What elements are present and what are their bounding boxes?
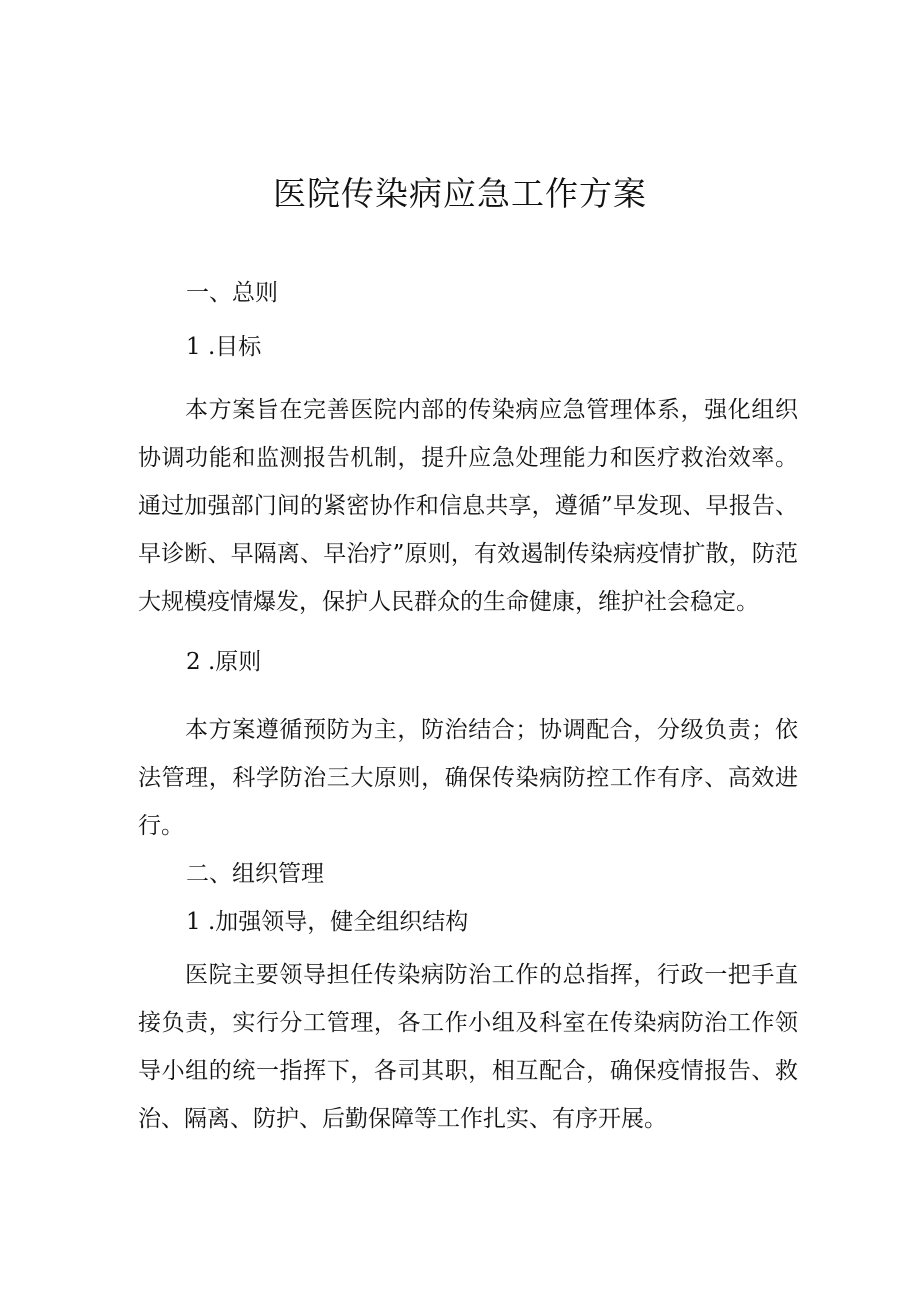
section-heading-organization: 二、组织管理 — [186, 861, 324, 887]
subsection-heading-principles: 2 .原则 — [186, 649, 262, 675]
paragraph-goal: 本方案旨在完善医院内部的传染病应急管理体系，强化组织协调功能和监测报告机制，提升应急处理能力和医疗救治效率。通过加强部门间的紧密协作和信息共享，遵循”早发现、早报告、早诊断、早隔离、早治疗”原则，有效遏制传染病疫情扩散，防范大规模疫情爆发，保护人民群众的生命健康，维护社会稳定。 — [138, 397, 798, 615]
document-title: 医院传染病应急工作方案 — [273, 174, 647, 213]
paragraph-leadership: 医院主要领导担任传染病防治工作的总指挥，行政一把手直接负责，实行分工管理，各工作小组及科室在传染病防治工作领导小组的统一指挥下，各司其职，相互配合，确保疫情报告、救治、隔离、防护、后勤保障等工作扎实、有序开展。 — [138, 962, 798, 1132]
paragraph-principles: 本方案遵循预防为主，防治结合；协调配合，分级负责；依法管理，科学防治三大原则，确保传染病防控工作有序、高效进行。 — [138, 717, 798, 839]
subsection-heading-goal: 1 .目标 — [186, 334, 262, 360]
section-heading-general: 一、总则 — [186, 280, 278, 306]
subsection-heading-leadership: 1 .加强领导，健全组织结构 — [186, 909, 469, 935]
